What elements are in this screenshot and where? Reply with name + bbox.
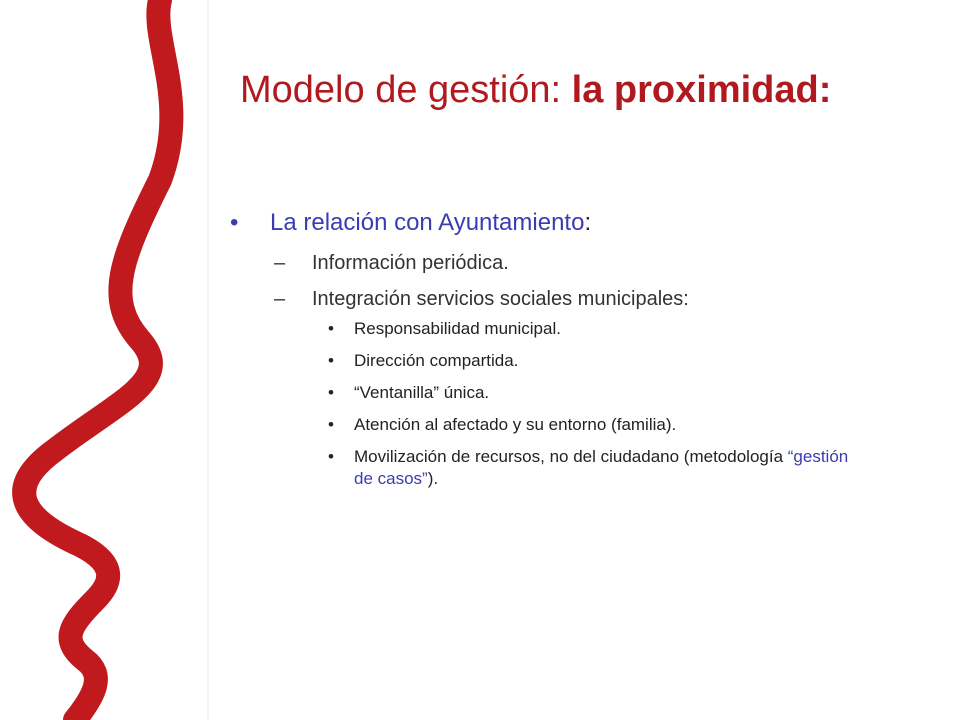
bullet-marker: • — [328, 415, 334, 434]
nested-bullet-item — [326, 382, 854, 404]
nested-bullet-item — [326, 350, 854, 372]
nested-bullet-item — [326, 414, 854, 436]
subitem — [274, 250, 870, 276]
subitem-text: Información periódica. — [312, 252, 509, 274]
bullet-marker: • — [328, 383, 334, 402]
subitem-text: Integración servicios sociales municipales: — [312, 288, 689, 310]
bullet-marker: • — [328, 319, 334, 338]
nested-bullet-item — [326, 446, 854, 490]
title-regular: Modelo de gestión: — [240, 69, 572, 111]
bullet-text: “Ventanilla” única. — [354, 383, 490, 402]
slide-title — [240, 68, 940, 114]
bullet-text: Responsabilidad municipal. — [354, 319, 561, 338]
bullet-text-prefix: Movilización de recursos, no del ciudadano (metodología — [354, 447, 788, 466]
nested-bullet-item — [326, 318, 854, 340]
dash-marker: – — [274, 252, 286, 274]
bullet-marker: • — [328, 351, 334, 370]
highlighted-term: “gestión de casos” — [354, 447, 849, 488]
bullet-marker: • — [230, 209, 239, 236]
subitem — [274, 286, 870, 312]
heading-text: La relación con Ayuntamiento — [270, 209, 585, 236]
red-wave-ribbon — [24, 0, 171, 720]
bullet-marker: • — [328, 447, 334, 466]
bullet-text: Dirección compartida. — [354, 351, 519, 370]
slide-content — [230, 206, 870, 500]
heading-bullet-item — [230, 206, 870, 240]
dash-marker: – — [274, 288, 286, 310]
title-bold: la proximidad: — [571, 69, 832, 111]
heading-colon: : — [584, 209, 592, 236]
bullet-text: Atención al afectado y su entorno (familia). — [354, 415, 677, 434]
bullet-text-suffix: ). — [427, 469, 439, 488]
nested-bullet-list — [230, 318, 870, 490]
